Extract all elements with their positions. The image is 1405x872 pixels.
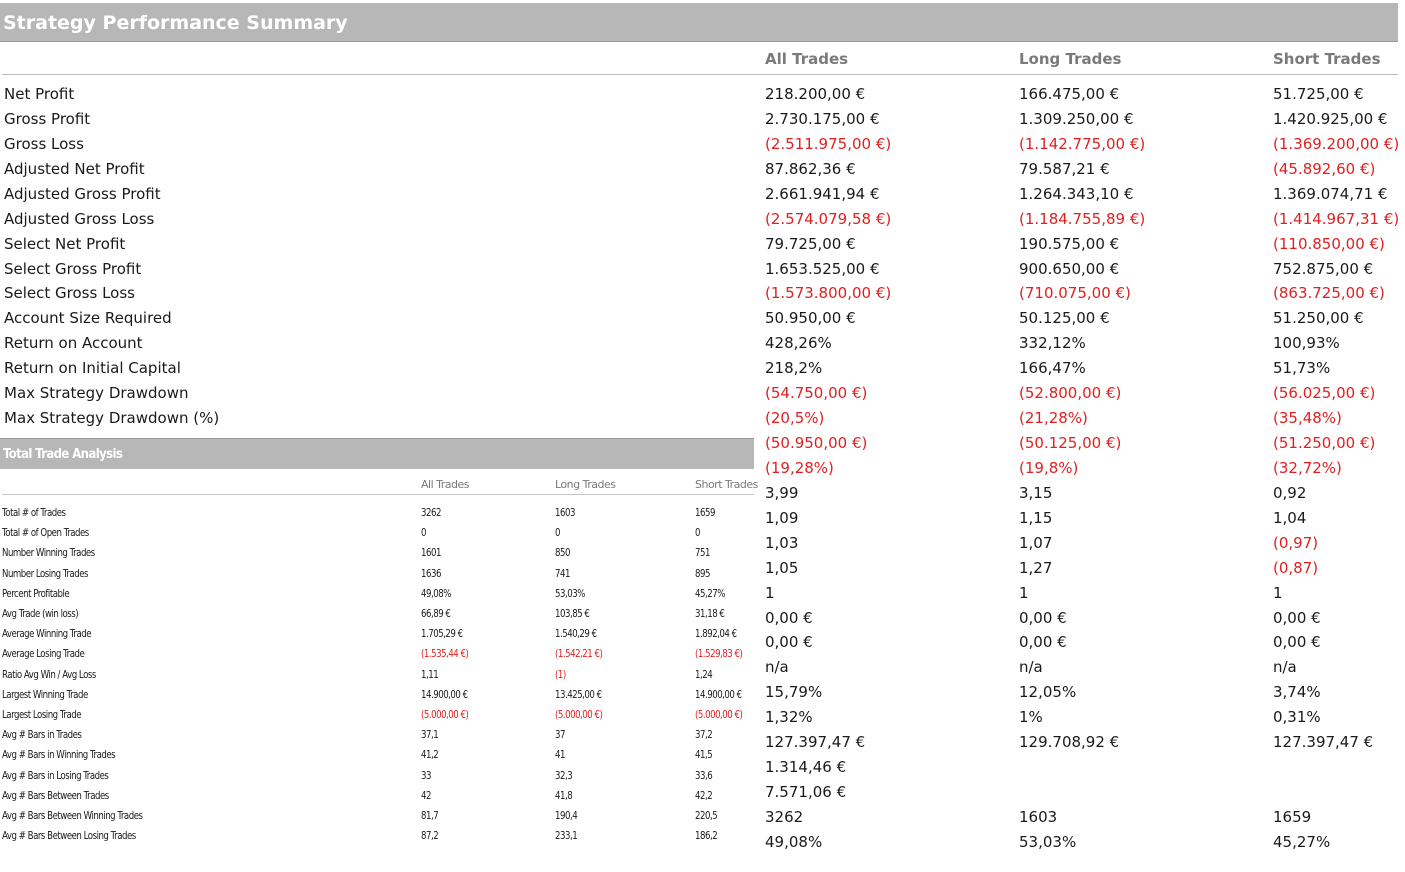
summary-cell-short: 1.420.925,00 € bbox=[1273, 109, 1388, 128]
trade-analysis-overlay bbox=[0, 436, 756, 872]
summary-cell-short: (0,87) bbox=[1273, 558, 1319, 577]
summary-cell-all: (2.574.079,58 €) bbox=[765, 209, 892, 228]
summary-cell-long: 1,27 bbox=[1019, 558, 1053, 577]
trade-analysis-row-label: Average Losing Trade bbox=[2, 648, 85, 661]
summary-cell-all: 3262 bbox=[765, 807, 804, 826]
summary-cell-all: (2.511.975,00 €) bbox=[765, 134, 892, 153]
summary-cell-all: 1,32% bbox=[765, 708, 813, 727]
trade-analysis-cell-short: 895 bbox=[695, 567, 710, 580]
summary-cell-all: 0,00 € bbox=[765, 633, 813, 652]
trade-analysis-cell-long: 1603 bbox=[555, 507, 575, 519]
summary-cell-all: 1,09 bbox=[765, 508, 799, 527]
summary-cell-long: 1.264.343,10 € bbox=[1019, 184, 1134, 203]
summary-cell-all: 2.661.941,94 € bbox=[765, 184, 880, 203]
trade-analysis-cell-all: 1.705,29 € bbox=[421, 628, 463, 641]
trade-analysis-cell-long: 0 bbox=[555, 527, 560, 540]
trade-analysis-row-label: Total # of Trades bbox=[2, 507, 66, 519]
summary-row-label: Adjusted Net Profit bbox=[4, 159, 145, 178]
summary-cell-short: 51.725,00 € bbox=[1273, 85, 1364, 103]
summary-cell-short: 51.250,00 € bbox=[1273, 309, 1364, 328]
summary-cell-short: 752.875,00 € bbox=[1273, 259, 1374, 278]
summary-cell-long: (710.075,00 €) bbox=[1019, 284, 1131, 303]
trade-analysis-cell-all: 37,1 bbox=[421, 729, 439, 742]
trade-analysis-cell-long: 13.425,00 € bbox=[555, 688, 602, 701]
summary-row-label: Max Strategy Drawdown bbox=[4, 384, 189, 403]
summary-cell-short: 1,04 bbox=[1273, 508, 1307, 527]
trade-analysis-cell-short: 1659 bbox=[695, 507, 715, 519]
trade-analysis-cell-long: 103,85 € bbox=[555, 608, 590, 620]
summary-cell-long: (1.184.755,89 €) bbox=[1019, 209, 1146, 228]
summary-cell-all: n/a bbox=[765, 658, 789, 677]
trade-analysis-cell-short: (5.000,00 €) bbox=[695, 709, 743, 721]
summary-cell-short: 45,27% bbox=[1273, 832, 1331, 851]
trade-analysis-cell-short: 31,18 € bbox=[695, 608, 725, 620]
trade-analysis-cell-all: 3262 bbox=[421, 507, 441, 519]
summary-row-label: Adjusted Gross Profit bbox=[4, 184, 161, 203]
sub-header-long-trades: Long Trades bbox=[555, 478, 616, 491]
trade-analysis-cell-long: (1) bbox=[555, 668, 566, 681]
summary-cell-long: 129.708,92 € bbox=[1019, 733, 1120, 752]
summary-cell-short: 51,73% bbox=[1273, 359, 1331, 378]
trade-analysis-cell-long: 190,4 bbox=[555, 810, 578, 822]
trade-analysis-cell-long: (1.542,21 €) bbox=[555, 648, 603, 661]
summary-cell-long: 1,15 bbox=[1019, 508, 1053, 527]
summary-cell-long: 1.309.250,00 € bbox=[1019, 109, 1134, 128]
summary-row-label: Gross Profit bbox=[4, 109, 91, 128]
summary-cell-all: 50.950,00 € bbox=[765, 309, 856, 328]
summary-cell-all: 218.200,00 € bbox=[765, 85, 866, 103]
summary-cell-short: (863.725,00 €) bbox=[1273, 284, 1385, 303]
header-short-trades: Short Trades bbox=[1273, 50, 1381, 68]
summary-cell-long: 53,03% bbox=[1019, 832, 1077, 851]
trade-analysis-row-label: Number Losing Trades bbox=[2, 567, 88, 580]
summary-cell-long: 1 bbox=[1019, 583, 1029, 602]
summary-cell-long: 12,05% bbox=[1019, 683, 1077, 702]
summary-row-label: Account Size Required bbox=[4, 309, 172, 328]
summary-cell-short: (32,72%) bbox=[1273, 458, 1342, 477]
strategy-summary-title-bar bbox=[0, 3, 1398, 42]
trade-analysis-cell-all: 0 bbox=[421, 527, 426, 540]
summary-cell-short: (45.892,60 €) bbox=[1273, 159, 1376, 178]
trade-analysis-row-label: Average Winning Trade bbox=[2, 628, 92, 641]
summary-cell-long: 332,12% bbox=[1019, 334, 1086, 353]
summary-cell-long: 190.575,00 € bbox=[1019, 234, 1120, 253]
summary-cell-short: (0,97) bbox=[1273, 533, 1319, 552]
summary-cell-long: 0,00 € bbox=[1019, 633, 1067, 652]
summary-cell-all: (20,5%) bbox=[765, 409, 825, 428]
summary-cell-all: 1.314,46 € bbox=[765, 758, 847, 777]
trade-analysis-cell-short: 186,2 bbox=[695, 830, 718, 843]
summary-cell-short: 0,92 bbox=[1273, 483, 1307, 502]
summary-cell-all: 218,2% bbox=[765, 359, 823, 378]
trade-analysis-row-label: Avg # Bars in Losing Trades bbox=[2, 769, 109, 782]
summary-cell-long: 3,15 bbox=[1019, 483, 1053, 502]
trade-analysis-row-label: Largest Winning Trade bbox=[2, 688, 88, 701]
summary-cell-short: 0,00 € bbox=[1273, 608, 1321, 627]
summary-cell-long: (52.800,00 €) bbox=[1019, 384, 1122, 403]
trade-analysis-cell-all: 66,89 € bbox=[421, 608, 451, 620]
trade-analysis-cell-short: 42,2 bbox=[695, 789, 713, 802]
summary-cell-short: 100,93% bbox=[1273, 334, 1340, 353]
summary-cell-short: (51.250,00 €) bbox=[1273, 434, 1376, 453]
trade-analysis-cell-long: 41,8 bbox=[555, 789, 573, 802]
summary-cell-all: 127.397,47 € bbox=[765, 733, 866, 752]
summary-cell-long: 1,07 bbox=[1019, 533, 1053, 552]
summary-cell-short: 127.397,47 € bbox=[1273, 733, 1374, 752]
summary-cell-long: 1603 bbox=[1019, 807, 1058, 826]
summary-cell-all: 49,08% bbox=[765, 832, 823, 851]
summary-cell-long: 900.650,00 € bbox=[1019, 259, 1120, 278]
summary-cell-long: 0,00 € bbox=[1019, 608, 1067, 627]
summary-cell-short: 0,00 € bbox=[1273, 633, 1321, 652]
summary-cell-all: (19,28%) bbox=[765, 458, 834, 477]
trade-analysis-cell-short: 37,2 bbox=[695, 729, 713, 742]
trade-analysis-cell-long: 32,3 bbox=[555, 769, 573, 782]
summary-cell-all: 87.862,36 € bbox=[765, 159, 856, 178]
trade-analysis-row-label: Avg # Bars Between Winning Trades bbox=[2, 810, 143, 822]
summary-row-label: Select Gross Loss bbox=[4, 284, 135, 303]
summary-cell-all: 428,26% bbox=[765, 334, 832, 353]
summary-row-label: Return on Initial Capital bbox=[4, 359, 181, 378]
summary-cell-all: (50.950,00 €) bbox=[765, 434, 868, 453]
trade-analysis-cell-short: 33,6 bbox=[695, 769, 713, 782]
summary-cell-all: 0,00 € bbox=[765, 608, 813, 627]
summary-cell-all: 7.571,06 € bbox=[765, 783, 847, 802]
trade-analysis-cell-short: 220,5 bbox=[695, 810, 718, 822]
summary-cell-all: 1,03 bbox=[765, 533, 799, 552]
trade-analysis-row-label: Avg # Bars Between Losing Trades bbox=[2, 830, 136, 843]
trade-analysis-cell-all: 1601 bbox=[421, 547, 441, 560]
summary-cell-long: n/a bbox=[1019, 658, 1043, 677]
summary-cell-all: 1 bbox=[765, 583, 775, 602]
summary-cell-long: (50.125,00 €) bbox=[1019, 434, 1122, 453]
summary-row-label: Select Net Profit bbox=[4, 234, 126, 253]
summary-cell-short: 3,74% bbox=[1273, 683, 1321, 702]
trade-analysis-cell-all: 87,2 bbox=[421, 830, 439, 843]
summary-cell-all: 2.730.175,00 € bbox=[765, 109, 880, 128]
trade-analysis-cell-all: (5.000,00 €) bbox=[421, 709, 469, 721]
trade-analysis-cell-short: 1,24 bbox=[695, 668, 713, 681]
trade-analysis-row-label: Avg Trade (win loss) bbox=[2, 608, 79, 620]
trade-analysis-cell-short: 41,5 bbox=[695, 749, 713, 762]
trade-analysis-cell-short: 14.900,00 € bbox=[695, 688, 742, 701]
trade-analysis-cell-all: 33 bbox=[421, 769, 431, 782]
trade-analysis-cell-short: 1.892,04 € bbox=[695, 628, 737, 641]
summary-cell-long: 50.125,00 € bbox=[1019, 309, 1110, 328]
trade-analysis-row-label: Percent Profitable bbox=[2, 587, 70, 600]
summary-cell-short: (1.369.200,00 €) bbox=[1273, 134, 1400, 153]
trade-analysis-cell-long: 53,03% bbox=[555, 587, 585, 600]
trade-analysis-cell-long: 37 bbox=[555, 729, 565, 742]
trade-analysis-cell-all: 14.900,00 € bbox=[421, 688, 468, 701]
summary-cell-short: (56.025,00 €) bbox=[1273, 384, 1376, 403]
summary-row-label: Gross Loss bbox=[4, 134, 84, 153]
summary-cell-short: 1 bbox=[1273, 583, 1283, 602]
trade-analysis-row-label: Largest Losing Trade bbox=[2, 709, 82, 721]
trade-analysis-cell-long: 850 bbox=[555, 547, 570, 560]
trade-analysis-title: Total Trade Analysis bbox=[3, 447, 123, 462]
summary-cell-long: (19,8%) bbox=[1019, 458, 1079, 477]
summary-cell-short: (35,48%) bbox=[1273, 409, 1342, 428]
summary-row-label: Max Strategy Drawdown (%) bbox=[4, 409, 220, 428]
summary-cell-long: (21,28%) bbox=[1019, 409, 1088, 428]
trade-analysis-cell-all: 81,7 bbox=[421, 810, 439, 822]
summary-cell-all: 79.725,00 € bbox=[765, 234, 856, 253]
summary-cell-all: 1,05 bbox=[765, 558, 799, 577]
trade-analysis-cell-all: 49,08% bbox=[421, 587, 451, 600]
sub-header-all-trades: All Trades bbox=[421, 478, 469, 491]
summary-cell-long: 166.475,00 € bbox=[1019, 85, 1120, 103]
trade-analysis-row-label: Ratio Avg Win / Avg Loss bbox=[2, 668, 96, 681]
summary-cell-long: 166,47% bbox=[1019, 359, 1086, 378]
trade-analysis-row-label: Avg # Bars in Winning Trades bbox=[2, 749, 116, 762]
trade-analysis-cell-long: (5.000,00 €) bbox=[555, 709, 603, 721]
trade-analysis-cell-all: 1,11 bbox=[421, 668, 439, 681]
trade-analysis-cell-short: 0 bbox=[695, 527, 700, 540]
summary-cell-short: n/a bbox=[1273, 658, 1297, 677]
summary-cell-all: 1.653.525,00 € bbox=[765, 259, 880, 278]
summary-cell-short: 1.369.074,71 € bbox=[1273, 184, 1388, 203]
summary-row-label: Adjusted Gross Loss bbox=[4, 209, 155, 228]
summary-cell-long: 79.587,21 € bbox=[1019, 159, 1110, 178]
trade-analysis-cell-short: (1.529,83 €) bbox=[695, 648, 743, 661]
header-all-trades: All Trades bbox=[765, 50, 849, 68]
trade-analysis-title-bar bbox=[0, 438, 754, 469]
trade-analysis-row-label: Total # of Open Trades bbox=[2, 527, 89, 540]
summary-row-label: Net Profit bbox=[4, 85, 75, 103]
summary-row-label: Return on Account bbox=[4, 334, 143, 353]
trade-analysis-cell-short: 751 bbox=[695, 547, 710, 560]
summary-cell-short: (1.414.967,31 €) bbox=[1273, 209, 1400, 228]
summary-row-label: Select Gross Profit bbox=[4, 259, 142, 278]
trade-analysis-cell-long: 1.540,29 € bbox=[555, 628, 597, 641]
sub-header-short-trades: Short Trades bbox=[695, 478, 758, 491]
summary-cell-long: (1.142.775,00 €) bbox=[1019, 134, 1146, 153]
page-title: Strategy Performance Summary bbox=[3, 12, 348, 34]
summary-cell-short: 0,31% bbox=[1273, 708, 1321, 727]
trade-analysis-cell-long: 741 bbox=[555, 567, 570, 580]
summary-cell-short: 1659 bbox=[1273, 807, 1312, 826]
summary-cell-long: 1% bbox=[1019, 708, 1043, 727]
trade-analysis-cell-long: 233,1 bbox=[555, 830, 578, 843]
trade-analysis-cell-all: 1636 bbox=[421, 567, 441, 580]
trade-analysis-row-label: Avg # Bars in Trades bbox=[2, 729, 82, 742]
trade-analysis-cell-long: 41 bbox=[555, 749, 565, 762]
summary-cell-all: 3,99 bbox=[765, 483, 799, 502]
header-long-trades: Long Trades bbox=[1019, 50, 1122, 68]
summary-cell-all: (1.573.800,00 €) bbox=[765, 284, 892, 303]
summary-cell-short: (110.850,00 €) bbox=[1273, 234, 1385, 253]
trade-analysis-cell-all: 42 bbox=[421, 789, 431, 802]
trade-analysis-row-label: Avg # Bars Between Trades bbox=[2, 789, 109, 802]
trade-analysis-row-label: Number Winning Trades bbox=[2, 547, 95, 560]
summary-cell-all: 15,79% bbox=[765, 683, 823, 702]
sub-header-divider bbox=[2, 494, 754, 495]
trade-analysis-cell-short: 45,27% bbox=[695, 587, 725, 600]
trade-analysis-cell-all: (1.535,44 €) bbox=[421, 648, 469, 661]
summary-cell-all: (54.750,00 €) bbox=[765, 384, 868, 403]
trade-analysis-cell-all: 41,2 bbox=[421, 749, 439, 762]
header-divider bbox=[2, 74, 1398, 75]
